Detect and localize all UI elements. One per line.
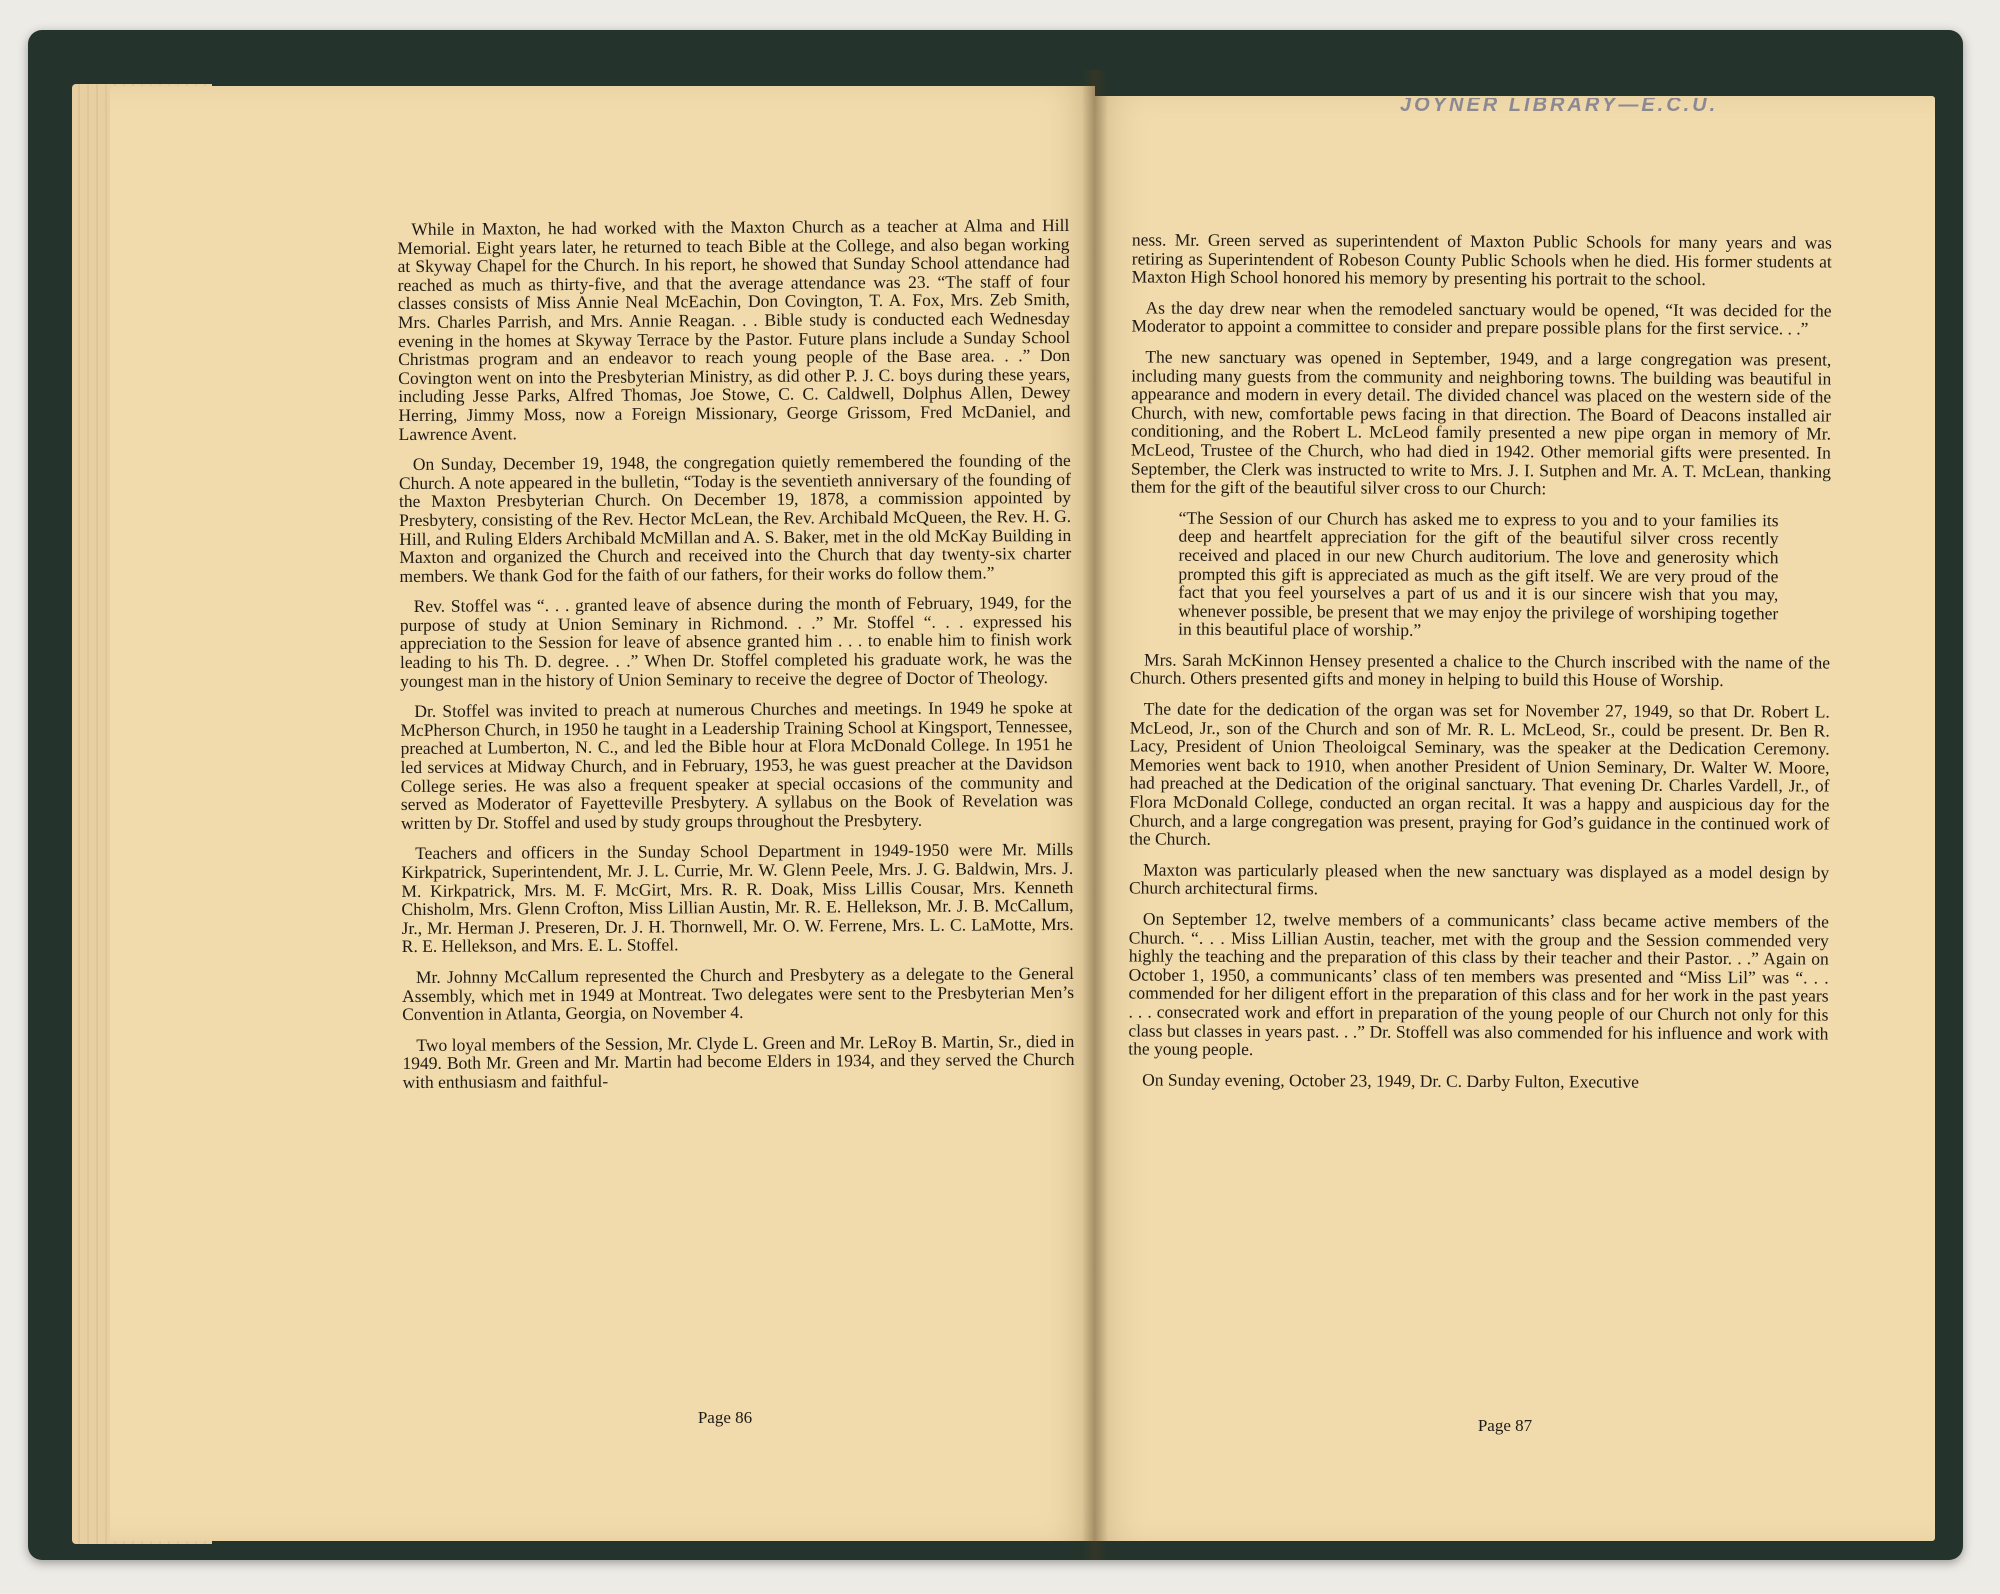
paragraph: Teachers and officers in the Sunday School Department in 1949-1950 were Mr. Mills Kirkpatrick, Superintendent, Mr. J. L. Currie, Mr. W. Glenn Peele, Mrs. J. G. Baldwin, Mrs. J. M. Kirkpatrick, Mrs. M. F. McGirt, Mrs. R. R. Doak, Miss Lillis Cousar, Mrs. Kenneth Chisholm, Mrs. Glenn Crofton, Miss Lillian Austin, Mr. R. E. Hellekson, Mr. J. B. McCallum, Jr., Mr. Herman J. Preseren, Dr. J. H. Thornwell, Mr. O. W. Ferrene, Mrs. L. C. LaMotte, Mrs. R. E. Hellekson, and Mrs. E. L. Stoffel. — [401, 839, 1074, 957]
paragraph: Maxton was particularly pleased when the new sanctuary was displayed as a model design by Church architectural firms. — [1128, 859, 1830, 899]
right-page — [1095, 96, 1935, 1541]
library-stamp: JOYNER LIBRARY—E.C.U. — [1400, 98, 1719, 112]
book-gutter — [1082, 70, 1108, 1560]
paragraph: ness. Mr. Green served as superintendent of Maxton Public Schools for many years and was retiring as Superintendent of Robeson County Public Schools when he died. His former students at Maxton High School honored his memory by presenting his portrait to the school. — [1131, 229, 1832, 290]
paragraph: On September 12, twelve members of a communicants’ class became active members of the Church. “. . . Miss Lillian Austin, teacher, met with the group and the Session commended very highly the teaching and the preparation of this class by their teacher and their Pastor. . .” Again on October 1, 1950, a communicants’ class of ten members was presented and “Miss Lil” was “. . . commended for her diligent effort in the preparation of this class and for her work in the past years . . . consecrated work and effort in preparation of the young people of our Church not only for this class but classes in years past. . .” Dr. Stoffell was also commended for his influence and work with the young people. — [1128, 908, 1829, 1060]
paragraph: Dr. Stoffel was invited to preach at numerous Churches and meetings. In 1949 he spoke at McPherson Church, in 1950 he taught in a Leadership Training School at Kingsport, Tennessee, preached at Lumberton, N. C., and led the Bible hour at Flora McDonald College. In 1951 he led services at Midway Church, and in February, 1953, he was guest preacher at the Davidson College series. He was also a frequent speaker at special occasions of the community and served as Moderator of Fayetteville Presbytery. A syllabus on the Book of Revelation was written by Dr. Stoffel and used by study groups throughout the Presbytery. — [400, 697, 1073, 833]
paragraph: On Sunday evening, October 23, 1949, Dr. C. Darby Fulton, Executive — [1142, 1069, 1639, 1092]
page-number: Page 87 — [1477, 1416, 1533, 1435]
paragraph: The new sanctuary was opened in September, 1949, and a large congregation was present, including many guests from the community and neighboring towns. The building was beautiful in appearance and modern in every detail. The divided chancel was placed on the western side of the Church, with new, comfortable pews facing in that direction. The Board of Deacons installed air conditioning, and the Robert L. McLeod family presented a new pipe organ in memory of Mr. McLeod, Trustee of the Church, who had died in 1942. Other memorial gifts were presented. In September, the Clerk was instructed to write to Mrs. J. I. Sutphen and Mr. A. T. McLean, thanking them for the gift of the beautiful silver cross to our Church: — [1130, 346, 1832, 499]
left-page-text — [397, 216, 1074, 1104]
paragraph: As the day drew near when the remodeled sanctuary would be opened, “It was decided for the Moderator to appoint a committee to consider and prepare possible plans for the first service. . .” — [1131, 297, 1832, 339]
right-page-text — [1128, 230, 1832, 1103]
paragraph: Rev. Stoffel was “. . . granted leave of absence during the month of February, 1949, for the purpose of study at Union Seminary in Richmond. . .” Mr. Stoffel “. . . expressed his appreciation to the Session for leave of absence granted him . . . to enable him to finish work leading to his Th. D. degree. . .” When Dr. Stoffel completed his graduate work, he was the youngest man in the history of Union Seminary to receive the degree of Doctor of Theology. — [399, 592, 1073, 691]
paragraph: The date for the dedication of the organ was set for November 27, 1949, so that Dr. Robert L. McLeod, Jr., son of the Church and son of Mr. R. L. McLeod, Sr., could be present. Dr. Ben R. Lacy, President of Union Theoloigcal Seminary, was the speaker at the Dedication Ceremony. Memories went back to 1910, when another President of Union Seminary, Dr. Walter W. Moore, had preached at the Dedication of the original sanctuary. That evening Dr. Charles Vardell, Jr., of Flora McDonald College, conducted an organ recital. It was a happy and auspicious day for the Church, and a large congregation was present, praying for God’s guidance in the continued work of the Church. — [1129, 698, 1830, 850]
paragraph: On Sunday, December 19, 1948, the congregation quietly remembered the founding of the Church. A note appeared in the bulletin, “Today is the seventieth anniversary of the founding of the Maxton Presbyterian Church. On December 19, 1878, a commission appointed by Presbytery, consisting of the Rev. Hector McLean, the Rev. Archibald McQueen, the Rev. H. G. Hill, and Ruling Elders Archibald McMillan and A. S. Baker, met in the old McKay Building in Maxton and organized the Church and received into the Church that day twenty-six charter members. We thank God for the faith of our fathers, for their works do follow them.” — [398, 450, 1072, 586]
paragraph: Mrs. Sarah McKinnon Hensey presented a chalice to the Church inscribed with the name of the Church. Others presented gifts and money in helping to build this House of Worship. — [1129, 649, 1831, 691]
page-number: Page 86 — [697, 1408, 753, 1427]
block-quote: “The Session of our Church has asked me to express to you and to your families its deep and heartfelt appreciation for the gift of the beautiful silver cross recently received and placed in our new Church auditorium. The love and generosity which prompted this gift is appreciated as much as the gift itself. We are very proud of the fact that you feel yourselves a part of us and it is our sincere wish that you may, whenever possible, be present that we may enjoy the privilege of worshiping together in this beautiful place of worship.” — [1178, 507, 1779, 641]
left-page — [110, 86, 1095, 1541]
paragraph: While in Maxton, he had worked with the Maxton Church as a teacher at Alma and Hill Memorial. Eight years later, he returned to teach Bible at the College, and also began working at Skyway Chapel for the Church. In his report, he showed that Sunday School attendance had reached as much as thirty-five, and that the average attendance was 23. “The staff of four classes consists of Miss Annie Neal McEachin, Don Covington, T. A. Fox, Mrs. Zeb Smith, Mrs. Charles Parrish, and Mrs. Annie Reagan. . . Bible study is conducted each Wednesday evening in the homes at Skyway Terrace by the Pastor. Future plans include a Sunday School Christmas program and an endeavor to reach young people of the Base area. . .” Don Covington went on into the Presbyterian Ministry, as did other P. J. C. boys during these years, including Jesse Parks, Alfred Thomas, Joe Stowe, C. C. Caldwell, Dolphus Allen, Dewey Herring, Jimmy Moss, now a Foreign Missionary, George Grissom, Fred McDaniel, and Lawrence Avent. — [397, 214, 1071, 444]
paragraph: Two loyal members of the Session, Mr. Clyde L. Green and Mr. LeRoy B. Martin, Sr., died in 1949. Both Mr. Green and Mr. Martin had become Elders in 1934, and they served the Church with enthusiasm and faithful- — [402, 1030, 1075, 1092]
paragraph: Mr. Johnny McCallum represented the Church and Presbytery as a delegate to the General Assembly, which met in 1949 at Montreat. Two delegates were sent to the Presbyterian Men’s Convention in Atlanta, Georgia, on November 4. — [401, 962, 1075, 1025]
